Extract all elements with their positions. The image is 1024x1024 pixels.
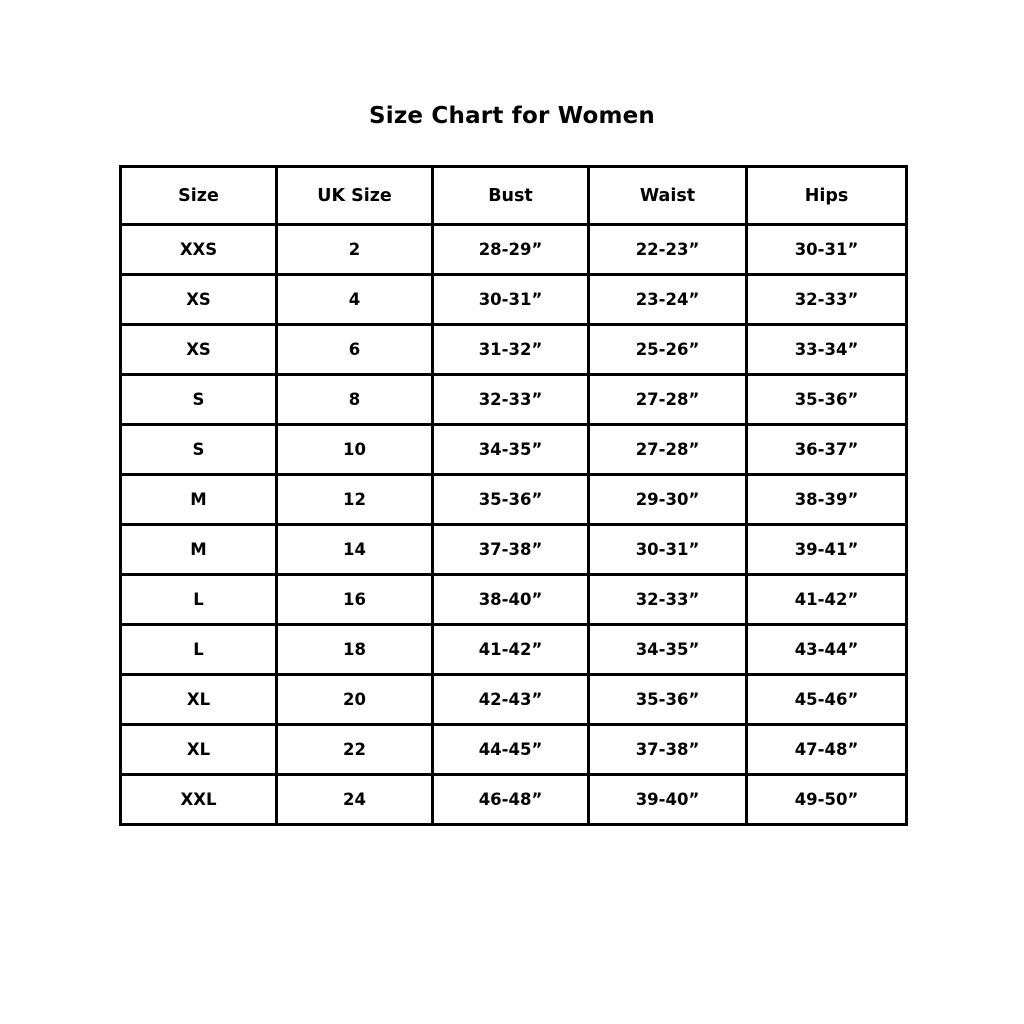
size-chart-table-wrap [119, 165, 905, 826]
table-cell: 34-35” [589, 625, 747, 675]
table-cell: 27-28” [589, 425, 747, 475]
table-cell: 41-42” [433, 625, 589, 675]
table-cell: 28-29” [433, 225, 589, 275]
table-cell: L [121, 625, 277, 675]
column-header: Size [121, 167, 277, 225]
page-title: Size Chart for Women [368, 103, 655, 129]
table-row [121, 425, 907, 475]
table-cell: 43-44” [747, 625, 907, 675]
table-header-row [121, 167, 907, 225]
table-row [121, 325, 907, 375]
table-cell: S [121, 425, 277, 475]
table-header [121, 167, 907, 225]
table-cell: 39-40” [589, 775, 747, 825]
table-cell: 30-31” [747, 225, 907, 275]
table-cell: 35-36” [589, 675, 747, 725]
table-row [121, 525, 907, 575]
table-cell: XL [121, 675, 277, 725]
table-cell: 2 [277, 225, 433, 275]
table-row [121, 575, 907, 625]
table-cell: 24 [277, 775, 433, 825]
size-chart-table [119, 165, 908, 826]
table-cell: 25-26” [589, 325, 747, 375]
table-body [121, 225, 907, 825]
table-row [121, 725, 907, 775]
table-cell: XS [121, 275, 277, 325]
table-cell: M [121, 475, 277, 525]
table-cell: XL [121, 725, 277, 775]
table-cell: 35-36” [433, 475, 589, 525]
table-cell: 27-28” [589, 375, 747, 425]
table-row [121, 375, 907, 425]
table-cell: 6 [277, 325, 433, 375]
table-cell: 49-50” [747, 775, 907, 825]
table-row [121, 225, 907, 275]
table-cell: 38-39” [747, 475, 907, 525]
table-cell: 38-40” [433, 575, 589, 625]
table-cell: 42-43” [433, 675, 589, 725]
table-cell: 39-41” [747, 525, 907, 575]
table-cell: M [121, 525, 277, 575]
column-header: Hips [747, 167, 907, 225]
table-cell: 10 [277, 425, 433, 475]
table-row [121, 275, 907, 325]
table-cell: S [121, 375, 277, 425]
table-cell: 30-31” [589, 525, 747, 575]
table-cell: 47-48” [747, 725, 907, 775]
table-cell: 22 [277, 725, 433, 775]
column-header: Bust [433, 167, 589, 225]
table-row [121, 625, 907, 675]
table-cell: 29-30” [589, 475, 747, 525]
table-cell: 37-38” [589, 725, 747, 775]
table-cell: 32-33” [433, 375, 589, 425]
table-row [121, 475, 907, 525]
table-cell: 45-46” [747, 675, 907, 725]
table-cell: 35-36” [747, 375, 907, 425]
table-row [121, 675, 907, 725]
table-cell: 8 [277, 375, 433, 425]
table-cell: 12 [277, 475, 433, 525]
table-cell: 32-33” [589, 575, 747, 625]
table-row [121, 775, 907, 825]
table-cell: 36-37” [747, 425, 907, 475]
column-header: UK Size [277, 167, 433, 225]
table-cell: 14 [277, 525, 433, 575]
table-cell: 30-31” [433, 275, 589, 325]
table-cell: 23-24” [589, 275, 747, 325]
table-cell: 33-34” [747, 325, 907, 375]
table-cell: 22-23” [589, 225, 747, 275]
table-cell: 44-45” [433, 725, 589, 775]
table-cell: 20 [277, 675, 433, 725]
table-cell: XS [121, 325, 277, 375]
column-header: Waist [589, 167, 747, 225]
table-cell: 18 [277, 625, 433, 675]
table-cell: 32-33” [747, 275, 907, 325]
table-cell: 41-42” [747, 575, 907, 625]
table-cell: L [121, 575, 277, 625]
table-cell: XXL [121, 775, 277, 825]
table-cell: 34-35” [433, 425, 589, 475]
table-cell: 4 [277, 275, 433, 325]
table-cell: 16 [277, 575, 433, 625]
table-cell: 31-32” [433, 325, 589, 375]
table-cell: 46-48” [433, 775, 589, 825]
table-cell: XXS [121, 225, 277, 275]
table-cell: 37-38” [433, 525, 589, 575]
